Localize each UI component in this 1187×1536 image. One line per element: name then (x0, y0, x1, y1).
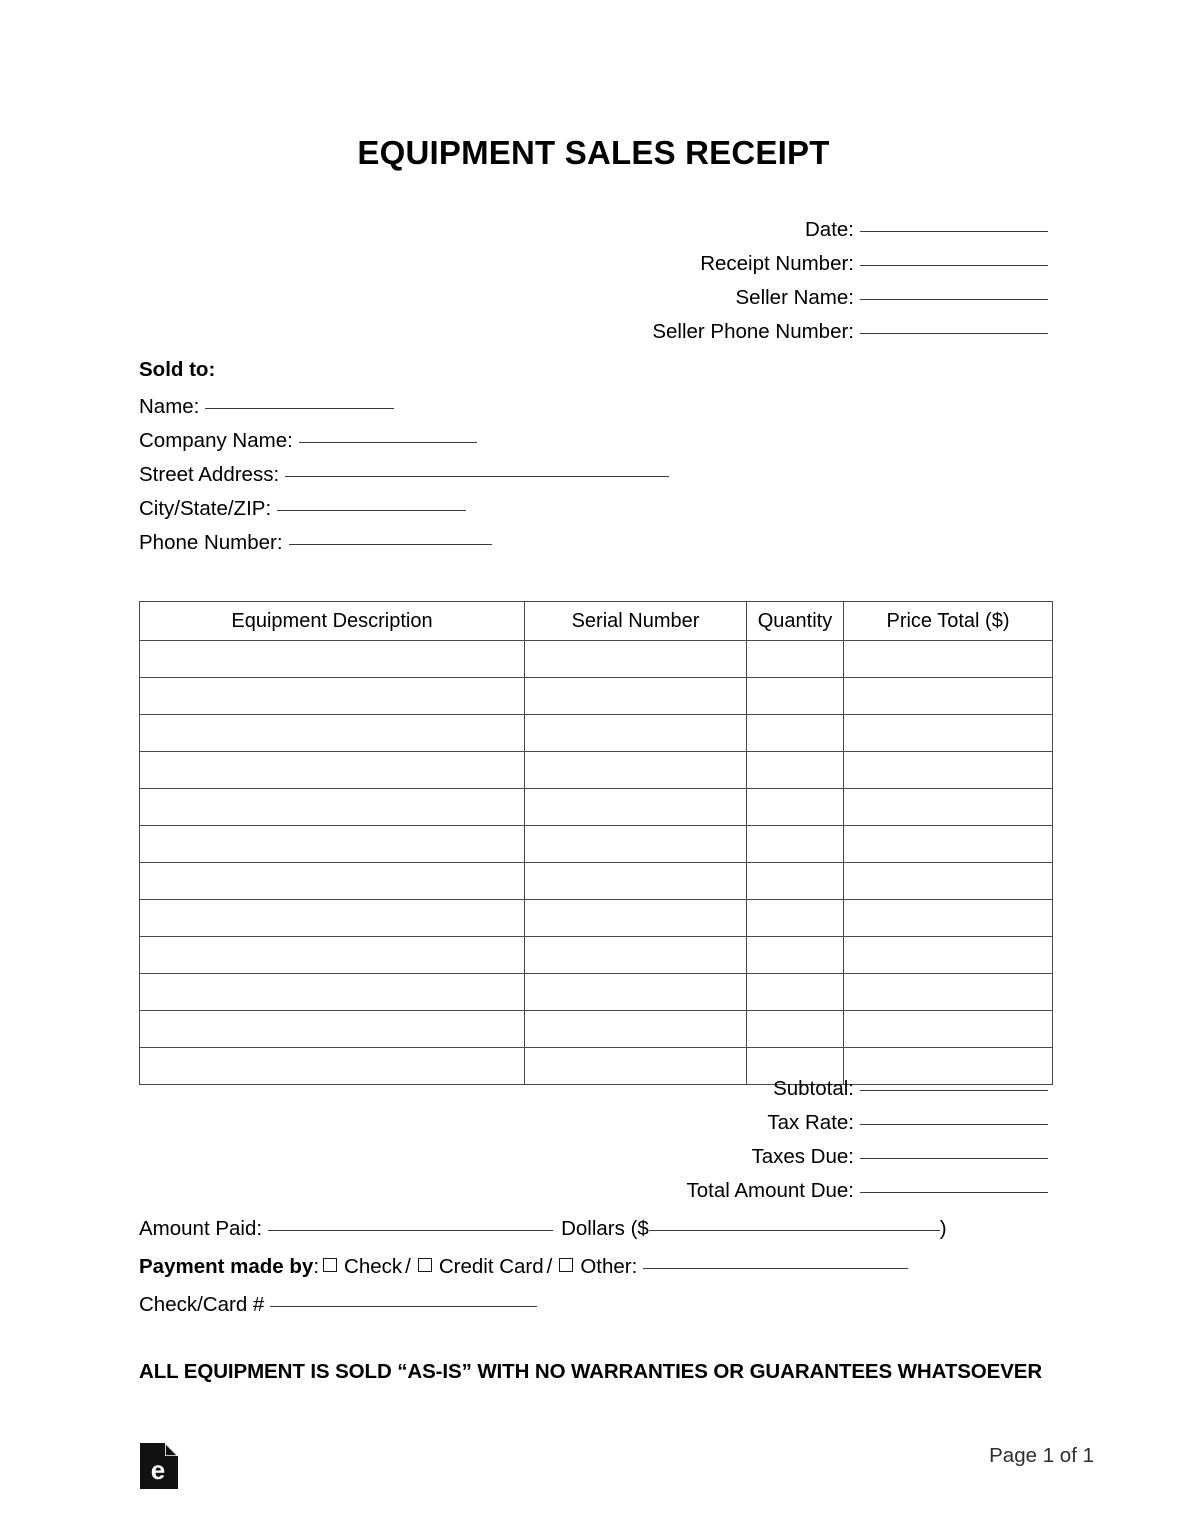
cell-quantity[interactable] (747, 974, 844, 1011)
cell-equipment-description[interactable] (140, 715, 525, 752)
eforms-logo[interactable] (140, 1443, 178, 1489)
field-buyer-street-input[interactable] (285, 476, 669, 477)
field-tax-rate (139, 1111, 1048, 1145)
field-seller-name (139, 286, 1048, 320)
cell-serial-number[interactable] (525, 789, 747, 826)
payment-block (139, 1217, 1079, 1331)
column-header-quantity: Quantity (747, 602, 844, 641)
field-buyer-phone-label: Phone Number: (139, 531, 283, 554)
cell-serial-number[interactable] (525, 974, 747, 1011)
cell-serial-number[interactable] (525, 752, 747, 789)
checkbox-other[interactable] (559, 1258, 573, 1272)
sold-to-heading: Sold to: (139, 358, 216, 381)
field-payment-other-input[interactable] (643, 1268, 908, 1269)
column-header-serial-number: Serial Number (525, 602, 747, 641)
table-row (140, 678, 1053, 715)
field-tax-rate-label: Tax Rate: (767, 1111, 854, 1134)
cell-equipment-description[interactable] (140, 900, 525, 937)
field-buyer-city-input[interactable] (277, 510, 466, 511)
table-row (140, 789, 1053, 826)
column-header-equipment-description: Equipment Description (140, 602, 525, 641)
payment-made-by-label: Payment made by (139, 1255, 314, 1278)
field-receipt-number (139, 252, 1048, 286)
field-amount-paid-input[interactable] (268, 1230, 553, 1231)
cell-quantity[interactable] (747, 863, 844, 900)
cell-price-total[interactable] (844, 1011, 1053, 1048)
table-row (140, 826, 1053, 863)
field-seller-phone-label: Seller Phone Number: (652, 320, 854, 343)
field-seller-name-label: Seller Name: (735, 286, 854, 309)
checkbox-check-label: Check (344, 1255, 403, 1278)
field-check-card-number-label: Check/Card # (139, 1293, 265, 1316)
cell-serial-number[interactable] (525, 715, 747, 752)
table-row (140, 641, 1053, 678)
cell-quantity[interactable] (747, 752, 844, 789)
cell-price-total[interactable] (844, 937, 1053, 974)
field-buyer-name (139, 395, 1048, 429)
cell-equipment-description[interactable] (140, 974, 525, 1011)
field-buyer-name-input[interactable] (205, 408, 394, 409)
field-total-amount-due-label: Total Amount Due: (686, 1179, 854, 1202)
checkbox-other-label: Other: (580, 1255, 638, 1278)
field-buyer-phone-input[interactable] (289, 544, 492, 545)
field-date-input[interactable] (860, 231, 1048, 232)
cell-quantity[interactable] (747, 678, 844, 715)
totals-block (139, 1077, 1048, 1213)
cell-price-total[interactable] (844, 789, 1053, 826)
field-buyer-city (139, 497, 1048, 531)
table-row (140, 937, 1053, 974)
cell-equipment-description[interactable] (140, 641, 525, 678)
cell-serial-number[interactable] (525, 1011, 747, 1048)
checkbox-check[interactable] (323, 1258, 337, 1272)
field-dollars-amount-input[interactable] (649, 1230, 940, 1231)
field-date-label: Date: (805, 218, 854, 241)
field-amount-paid-label: Amount Paid: (139, 1217, 263, 1240)
cell-equipment-description[interactable] (140, 826, 525, 863)
field-check-card-number-input[interactable] (270, 1306, 537, 1307)
cell-serial-number[interactable] (525, 641, 747, 678)
field-buyer-street-label: Street Address: (139, 463, 280, 486)
table-header-row (140, 602, 1053, 641)
table-row (140, 974, 1053, 1011)
field-subtotal (139, 1077, 1048, 1111)
cell-equipment-description[interactable] (140, 863, 525, 900)
cell-price-total[interactable] (844, 641, 1053, 678)
equipment-items-table (139, 601, 1053, 1085)
payment-separator-1: / (405, 1255, 411, 1278)
document-file-icon (140, 1443, 178, 1489)
checkbox-credit-card-label: Credit Card (438, 1255, 544, 1278)
cell-serial-number[interactable] (525, 826, 747, 863)
payment-made-by-colon: : (313, 1255, 320, 1278)
field-check-card-number-row (139, 1293, 1079, 1331)
field-receipt-number-label: Receipt Number: (700, 252, 854, 275)
field-taxes-due-label: Taxes Due: (751, 1145, 854, 1168)
cell-serial-number[interactable] (525, 863, 747, 900)
field-tax-rate-input[interactable] (860, 1124, 1048, 1125)
field-buyer-phone (139, 531, 1048, 565)
field-buyer-company-input[interactable] (299, 442, 477, 443)
table-row (140, 752, 1053, 789)
cell-quantity[interactable] (747, 715, 844, 752)
table-row (140, 715, 1053, 752)
field-total-amount-due-input[interactable] (860, 1192, 1048, 1193)
cell-price-total[interactable] (844, 900, 1053, 937)
table-row (140, 1011, 1053, 1048)
field-subtotal-input[interactable] (860, 1090, 1048, 1091)
field-dollars-close-paren: ) (939, 1217, 947, 1240)
cell-price-total[interactable] (844, 826, 1053, 863)
cell-serial-number[interactable] (525, 937, 747, 974)
cell-price-total[interactable] (844, 715, 1053, 752)
field-buyer-name-label: Name: (139, 395, 200, 418)
table-body (140, 641, 1053, 1085)
cell-quantity[interactable] (747, 641, 844, 678)
cell-price-total[interactable] (844, 974, 1053, 1011)
sold-to-block (139, 358, 1048, 565)
table-row (140, 863, 1053, 900)
cell-price-total[interactable] (844, 863, 1053, 900)
field-buyer-city-label: City/State/ZIP: (139, 497, 272, 520)
field-seller-phone (139, 320, 1048, 354)
cell-quantity[interactable] (747, 900, 844, 937)
field-taxes-due (139, 1145, 1048, 1179)
field-seller-name-input[interactable] (860, 299, 1048, 300)
as-is-disclaimer: ALL EQUIPMENT IS SOLD “AS-IS” WITH NO WARRANTIES OR GUARANTEES WHATSOEVER (139, 1360, 1043, 1383)
cell-equipment-description[interactable] (140, 789, 525, 826)
field-buyer-company (139, 429, 1048, 463)
page-title: EQUIPMENT SALES RECEIPT (357, 134, 830, 171)
cell-quantity[interactable] (747, 1011, 844, 1048)
eforms-logo-letter: e (150, 1455, 166, 1485)
column-header-price-total: Price Total ($) (844, 602, 1053, 641)
cell-price-total[interactable] (844, 678, 1053, 715)
table-row (140, 900, 1053, 937)
cell-equipment-description[interactable] (140, 678, 525, 715)
field-subtotal-label: Subtotal: (773, 1077, 854, 1100)
cell-equipment-description[interactable] (140, 752, 525, 789)
cell-quantity[interactable] (747, 826, 844, 863)
field-taxes-due-input[interactable] (860, 1158, 1048, 1159)
cell-price-total[interactable] (844, 752, 1053, 789)
field-dollars-label: Dollars ($ (561, 1217, 649, 1240)
header-fields-block (139, 218, 1048, 354)
payment-separator-2: / (546, 1255, 553, 1278)
cell-equipment-description[interactable] (140, 1011, 525, 1048)
page-number: Page 1 of 1 (989, 1444, 1094, 1467)
cell-serial-number[interactable] (525, 678, 747, 715)
field-receipt-number-input[interactable] (860, 265, 1048, 266)
field-date (139, 218, 1048, 252)
cell-quantity[interactable] (747, 789, 844, 826)
field-total-amount-due (139, 1179, 1048, 1213)
payment-method-row (139, 1255, 1079, 1293)
field-buyer-street (139, 463, 1048, 497)
checkbox-credit-card[interactable] (418, 1258, 432, 1272)
field-seller-phone-input[interactable] (860, 333, 1048, 334)
cell-serial-number[interactable] (525, 900, 747, 937)
cell-quantity[interactable] (747, 937, 844, 974)
field-amount-paid-row (139, 1217, 1079, 1255)
field-buyer-company-label: Company Name: (139, 429, 293, 452)
cell-equipment-description[interactable] (140, 937, 525, 974)
